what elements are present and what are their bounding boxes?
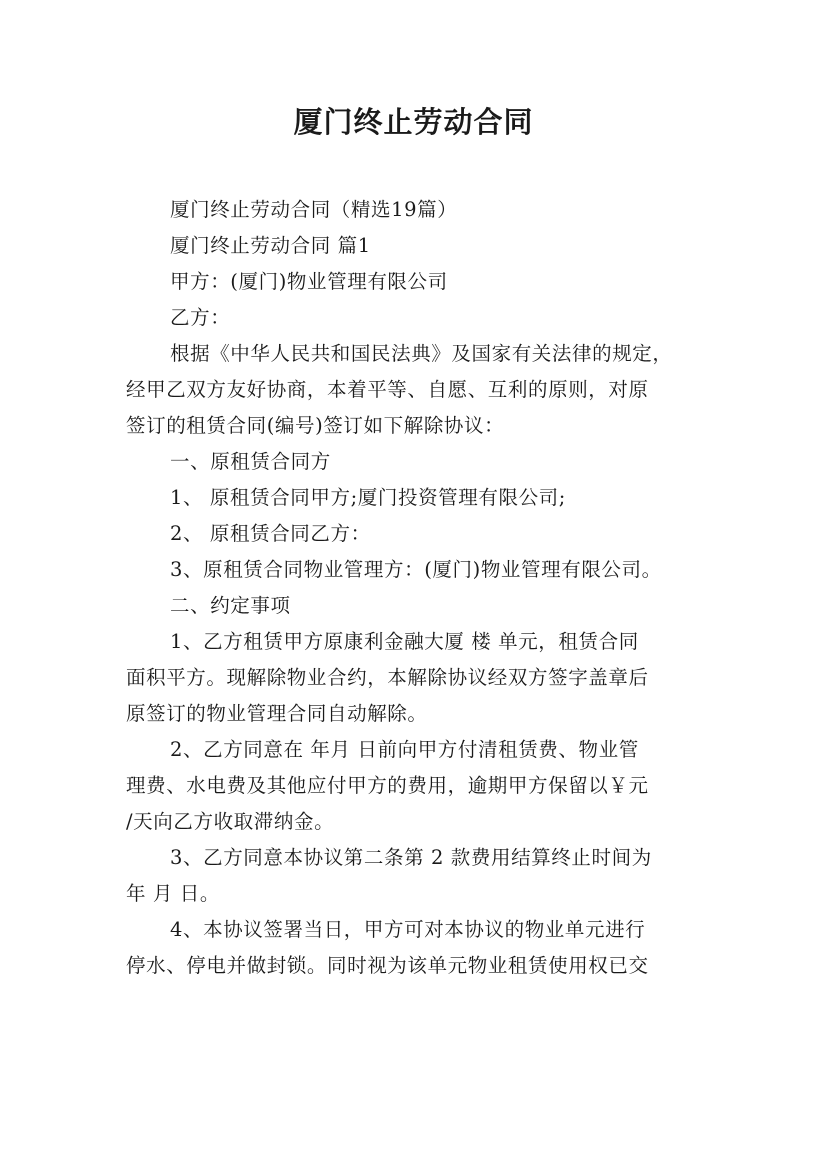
text-line: 乙方：: [170, 306, 231, 329]
text-line: 二、约定事项: [170, 594, 291, 617]
text-line: 3、原租赁合同物业管理方：(厦门)物业管理有限公司。: [170, 558, 662, 581]
text-line: 根据《中华人民共和国民法典》及国家有关法律的规定，: [170, 342, 673, 365]
text-line: 厦门终止劳动合同（精选19篇）: [170, 198, 458, 221]
text-line: 一、原租赁合同方: [170, 450, 331, 473]
document-body: [126, 192, 706, 984]
text-line: 2、 原租赁合同乙方：: [170, 522, 371, 545]
text-line: 4、本协议签署当日，甲方可对本协议的物业单元进行: [170, 918, 646, 941]
text-line: 签订的租赁合同(编号)签订如下解除协议：: [126, 414, 505, 437]
text-line: /天向乙方收取滞纳金。: [126, 810, 335, 833]
text-line: 面积平方。现解除物业合约，本解除协议经双方签字盖章后: [126, 666, 649, 689]
text-line: 2、乙方同意在 年月 日前向甲方付清租赁费、物业管: [170, 738, 639, 761]
text-line: 厦门终止劳动合同 篇1: [170, 234, 371, 257]
text-line: 年 月 日。: [126, 882, 220, 905]
text-line: 经甲乙双方友好协商，本着平等、自愿、互利的原则，对原: [126, 378, 649, 401]
text-line: 3、乙方同意本协议第二条第 2 款费用结算终止时间为: [170, 846, 652, 869]
text-line: 停水、停电并做封锁。同时视为该单元物业租赁使用权已交: [126, 954, 649, 977]
text-line: 1、 原租赁合同甲方;厦门投资管理有限公司;: [170, 486, 566, 509]
text-line: 甲方：(厦门)物业管理有限公司: [170, 270, 448, 293]
document-title: 厦门终止劳动合同: [293, 105, 534, 139]
text-line: 原签订的物业管理合同自动解除。: [126, 702, 428, 725]
text-line: 理费、水电费及其他应付甲方的费用，逾期甲方保留以￥元: [126, 774, 649, 797]
text-line: 1、乙方租赁甲方原康利金融大厦 楼 单元，租赁合同: [170, 630, 639, 653]
